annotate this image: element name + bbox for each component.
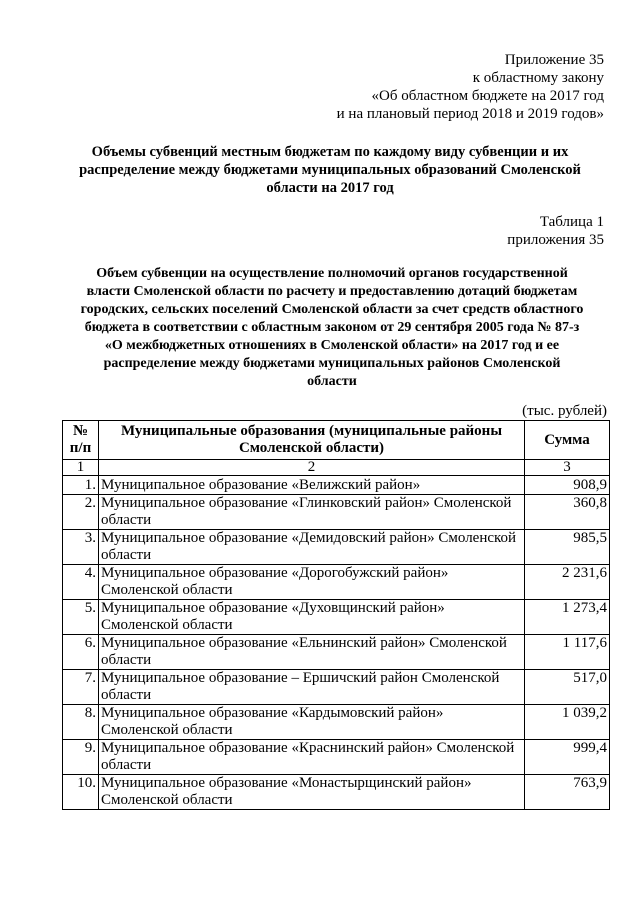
row-sum: 1 039,2 bbox=[525, 705, 610, 740]
table-title-line: области bbox=[307, 374, 357, 389]
row-municipality-line1: Муниципальное образование «Краснинский район» Смоленской bbox=[101, 740, 515, 756]
row-municipality bbox=[99, 565, 525, 600]
row-municipality-line1: Муниципальное образование «Монастырщинский район» bbox=[101, 775, 472, 791]
row-sum: 2 231,6 bbox=[525, 565, 610, 600]
header-municipality bbox=[99, 421, 525, 460]
row-sum: 1 117,6 bbox=[525, 635, 610, 670]
table-row bbox=[63, 705, 610, 740]
table-title-line: власти Смоленской области по расчету и предоставлению дотаций бюджетам bbox=[86, 284, 578, 299]
table-title bbox=[58, 265, 606, 391]
row-number: 10. bbox=[63, 775, 99, 810]
row-municipality bbox=[99, 476, 525, 495]
header-number bbox=[63, 421, 99, 460]
row-number: 9. bbox=[63, 740, 99, 775]
table-title-line: распределение между бюджетами муниципальных районов Смоленской bbox=[103, 356, 561, 371]
header-municipality-line2: Смоленской области) bbox=[238, 440, 385, 456]
row-sum: 908,9 bbox=[525, 476, 610, 495]
table-ref-line: Таблица 1 bbox=[539, 214, 604, 230]
table-title-line: Объем субвенции на осуществление полномочий органов государственной bbox=[96, 266, 568, 281]
title-line: распределение между бюджетами муниципальных образований Смоленской bbox=[79, 162, 581, 178]
appendix-line: Приложение 35 bbox=[504, 52, 604, 68]
row-municipality-line2: Смоленской области bbox=[101, 617, 233, 633]
row-number: 7. bbox=[63, 670, 99, 705]
table-row bbox=[63, 495, 610, 530]
row-municipality bbox=[99, 775, 525, 810]
row-municipality-line2: области bbox=[101, 547, 152, 563]
row-number: 2. bbox=[63, 495, 99, 530]
table-row bbox=[63, 530, 610, 565]
row-number: 6. bbox=[63, 635, 99, 670]
row-sum: 517,0 bbox=[525, 670, 610, 705]
table-row bbox=[63, 476, 610, 495]
column-index-row bbox=[63, 460, 610, 476]
row-municipality-line1: Муниципальное образование «Демидовский район» Смоленской bbox=[101, 530, 517, 546]
table-row bbox=[63, 565, 610, 600]
row-municipality-line2: области bbox=[101, 757, 152, 773]
appendix-line: к областному закону bbox=[472, 70, 604, 86]
row-number: 5. bbox=[63, 600, 99, 635]
table-row bbox=[63, 775, 610, 810]
row-municipality-line2: области bbox=[101, 512, 152, 528]
row-municipality-line2: Смоленской области bbox=[101, 722, 233, 738]
row-municipality-line1: Муниципальное образование «Дорогобужский район» bbox=[101, 565, 449, 581]
document-title bbox=[60, 143, 600, 197]
header-municipality-line1: Муниципальные образования (муниципальные районы bbox=[120, 423, 503, 439]
row-sum: 985,5 bbox=[525, 530, 610, 565]
table-row bbox=[63, 635, 610, 670]
row-municipality-line1: Муниципальное образование «Кардымовский район» bbox=[101, 705, 444, 721]
column-index-cell: 3 bbox=[525, 460, 610, 476]
row-sum: 1 273,4 bbox=[525, 600, 610, 635]
appendix-line: «Об областном бюджете на 2017 год bbox=[371, 88, 604, 104]
row-municipality bbox=[99, 635, 525, 670]
row-sum: 999,4 bbox=[525, 740, 610, 775]
row-number: 3. bbox=[63, 530, 99, 565]
table-title-line: городских, сельских поселений Смоленской области за счет средств областного bbox=[80, 302, 584, 317]
column-index-cell: 2 bbox=[99, 460, 525, 476]
title-line: области на 2017 год bbox=[266, 180, 394, 196]
header-sum: Сумма bbox=[525, 421, 610, 460]
table-title-line: бюджета в соответствии с областным законом от 29 сентября 2005 года № 87-з bbox=[84, 320, 580, 335]
table-row bbox=[63, 740, 610, 775]
row-municipality bbox=[99, 740, 525, 775]
row-municipality-line1: Муниципальное образование «Велижский район» bbox=[101, 477, 421, 493]
row-municipality-line1: Муниципальное образование «Духовщинский район» bbox=[101, 600, 445, 616]
appendix-heading bbox=[337, 51, 604, 123]
table-row bbox=[63, 600, 610, 635]
row-municipality-line2: Смоленской области bbox=[101, 792, 233, 808]
table-ref-line: приложения 35 bbox=[507, 232, 604, 248]
table-header-row bbox=[63, 421, 610, 460]
row-number: 4. bbox=[63, 565, 99, 600]
table-row bbox=[63, 670, 610, 705]
row-municipality-line2: Смоленской области bbox=[101, 582, 233, 598]
row-municipality bbox=[99, 530, 525, 565]
title-line: Объемы субвенций местным бюджетам по каждому виду субвенции и их bbox=[91, 144, 569, 160]
appendix-line: и на плановый период 2018 и 2019 годов» bbox=[336, 106, 604, 122]
row-sum: 360,8 bbox=[525, 495, 610, 530]
header-number-line1: № bbox=[72, 423, 89, 439]
subvention-table bbox=[62, 420, 610, 810]
table-title-line: «О межбюджетных отношениях в Смоленской области» на 2017 год и ее bbox=[104, 338, 560, 353]
row-number: 1. bbox=[63, 476, 99, 495]
column-index-cell: 1 bbox=[63, 460, 99, 476]
row-municipality-line2: области bbox=[101, 652, 152, 668]
row-municipality bbox=[99, 600, 525, 635]
row-municipality bbox=[99, 495, 525, 530]
table-reference bbox=[507, 213, 604, 249]
row-municipality bbox=[99, 705, 525, 740]
row-municipality-line1: Муниципальное образование «Глинковский район» Смоленской bbox=[101, 495, 512, 511]
row-municipality-line2: области bbox=[101, 687, 152, 703]
row-municipality bbox=[99, 670, 525, 705]
row-number: 8. bbox=[63, 705, 99, 740]
row-municipality-line1: Муниципальное образование – Ершичский район Смоленской bbox=[101, 670, 500, 686]
row-municipality-line1: Муниципальное образование «Ельнинский район» Смоленской bbox=[101, 635, 507, 651]
header-number-line2: п/п bbox=[69, 440, 92, 456]
row-sum: 763,9 bbox=[525, 775, 610, 810]
units-label: (тыс. рублей) bbox=[522, 403, 607, 419]
